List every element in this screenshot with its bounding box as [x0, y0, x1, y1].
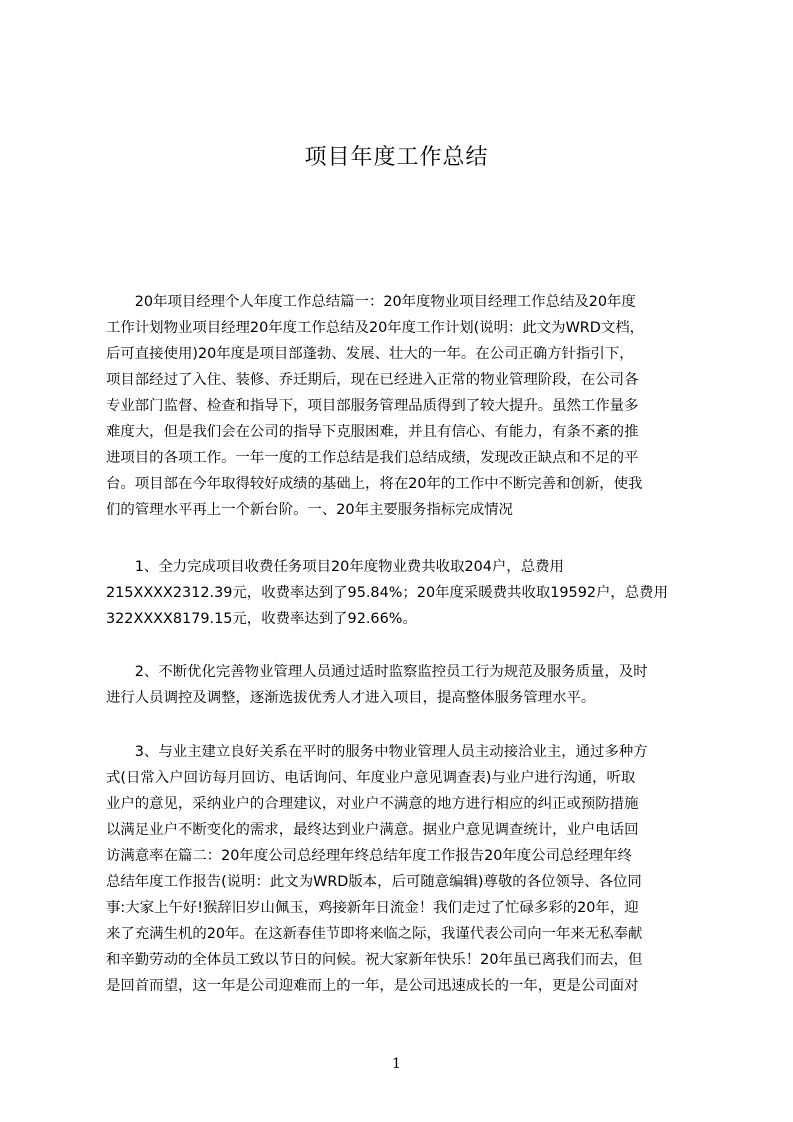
page-number: 1 — [392, 1056, 401, 1072]
paragraph-owner-relations: 3、与业主建立良好关系在平时的服务中物业管理人员主动接洽业主，通过多种方 式(日常入户回访每月回访、电话询问、年度业户意见调查表)与业户进行沟通，听取 业户的意见，采纳业户的合理建议，对业户不满意的地方进行相应的纠正或预防措施 以满足业户不断变化的需求，最终达到业户满意。据业户意见调查统计，业户电话回 访满意率在篇二：20年度公司总经理年终总结年度工作报告20年度公司总经理年终 总结年度工作报告(说明：此文为WRD版本，后可随意编辑)尊敬的各位领导、各位同 事:大家上午好!猴辞旧岁山佩玉，鸡接新年日流金！我们走过了忙碌多彩的20年，迎 来了充满生机的20年。在这新春佳节即将来临之际，我谨代表公司向一年来无私奉献 和辛勤劳动的全体员工致以节日的问候。祝大家新年快乐！20年虽已离我们而去，但 是回首而望，这一年是公司迎难而上的一年，是公司迅速成长的一年，更是公司面对 — [106, 744, 648, 994]
document-title: 项目年度工作总结 — [304, 145, 489, 170]
paragraph-fee-collection: 1、全力完成项目收费任务项目20年度物业费共收取204户，总费用 215XXXX2312.39元，收费率达到了95.84%；20年度采暖费共收取19592户，总费用 322XXXX8179.15元，收费率达到了92.66%。 — [106, 559, 668, 627]
paragraph-staff-optimization: 2、不断优化完善物业管理人员通过适时监察监控员工行为规范及服务质量，及时 进行人员调控及调整，逐渐选拔优秀人才进入项目，提高整体服务管理水平。 — [106, 664, 648, 706]
paragraph-intro: 20年项目经理个人年度工作总结篇一：20年度物业项目经理工作总结及20年度 工作计划物业项目经理20年度工作总结及20年度工作计划(说明：此文为WRD文档， 后可直接使用)20年度是项目部蓬勃、发展、壮大的一年。在公司正确方针指引下， 项目部经过了入住、装修、乔迁期后，现在已经进入正常的物业管理阶段，在公司各 专业部门监督、检查和指导下，项目部服务管理品质得到了较大提升。虽然工作量多 难度大，但是我们会在公司的指导下克服困难，并且有信心、有能力，有条不紊的推 进项目的各项工作。一年一度的工作总结是我们总结成绩，发现改正缺点和不足的平 台。项目部在今年取得较好成绩的基础上，将在20年的工作中不断完善和创新，使我 们的管理水平再上一个新台阶。一、20年主要服务指标完成情况 — [106, 294, 645, 518]
